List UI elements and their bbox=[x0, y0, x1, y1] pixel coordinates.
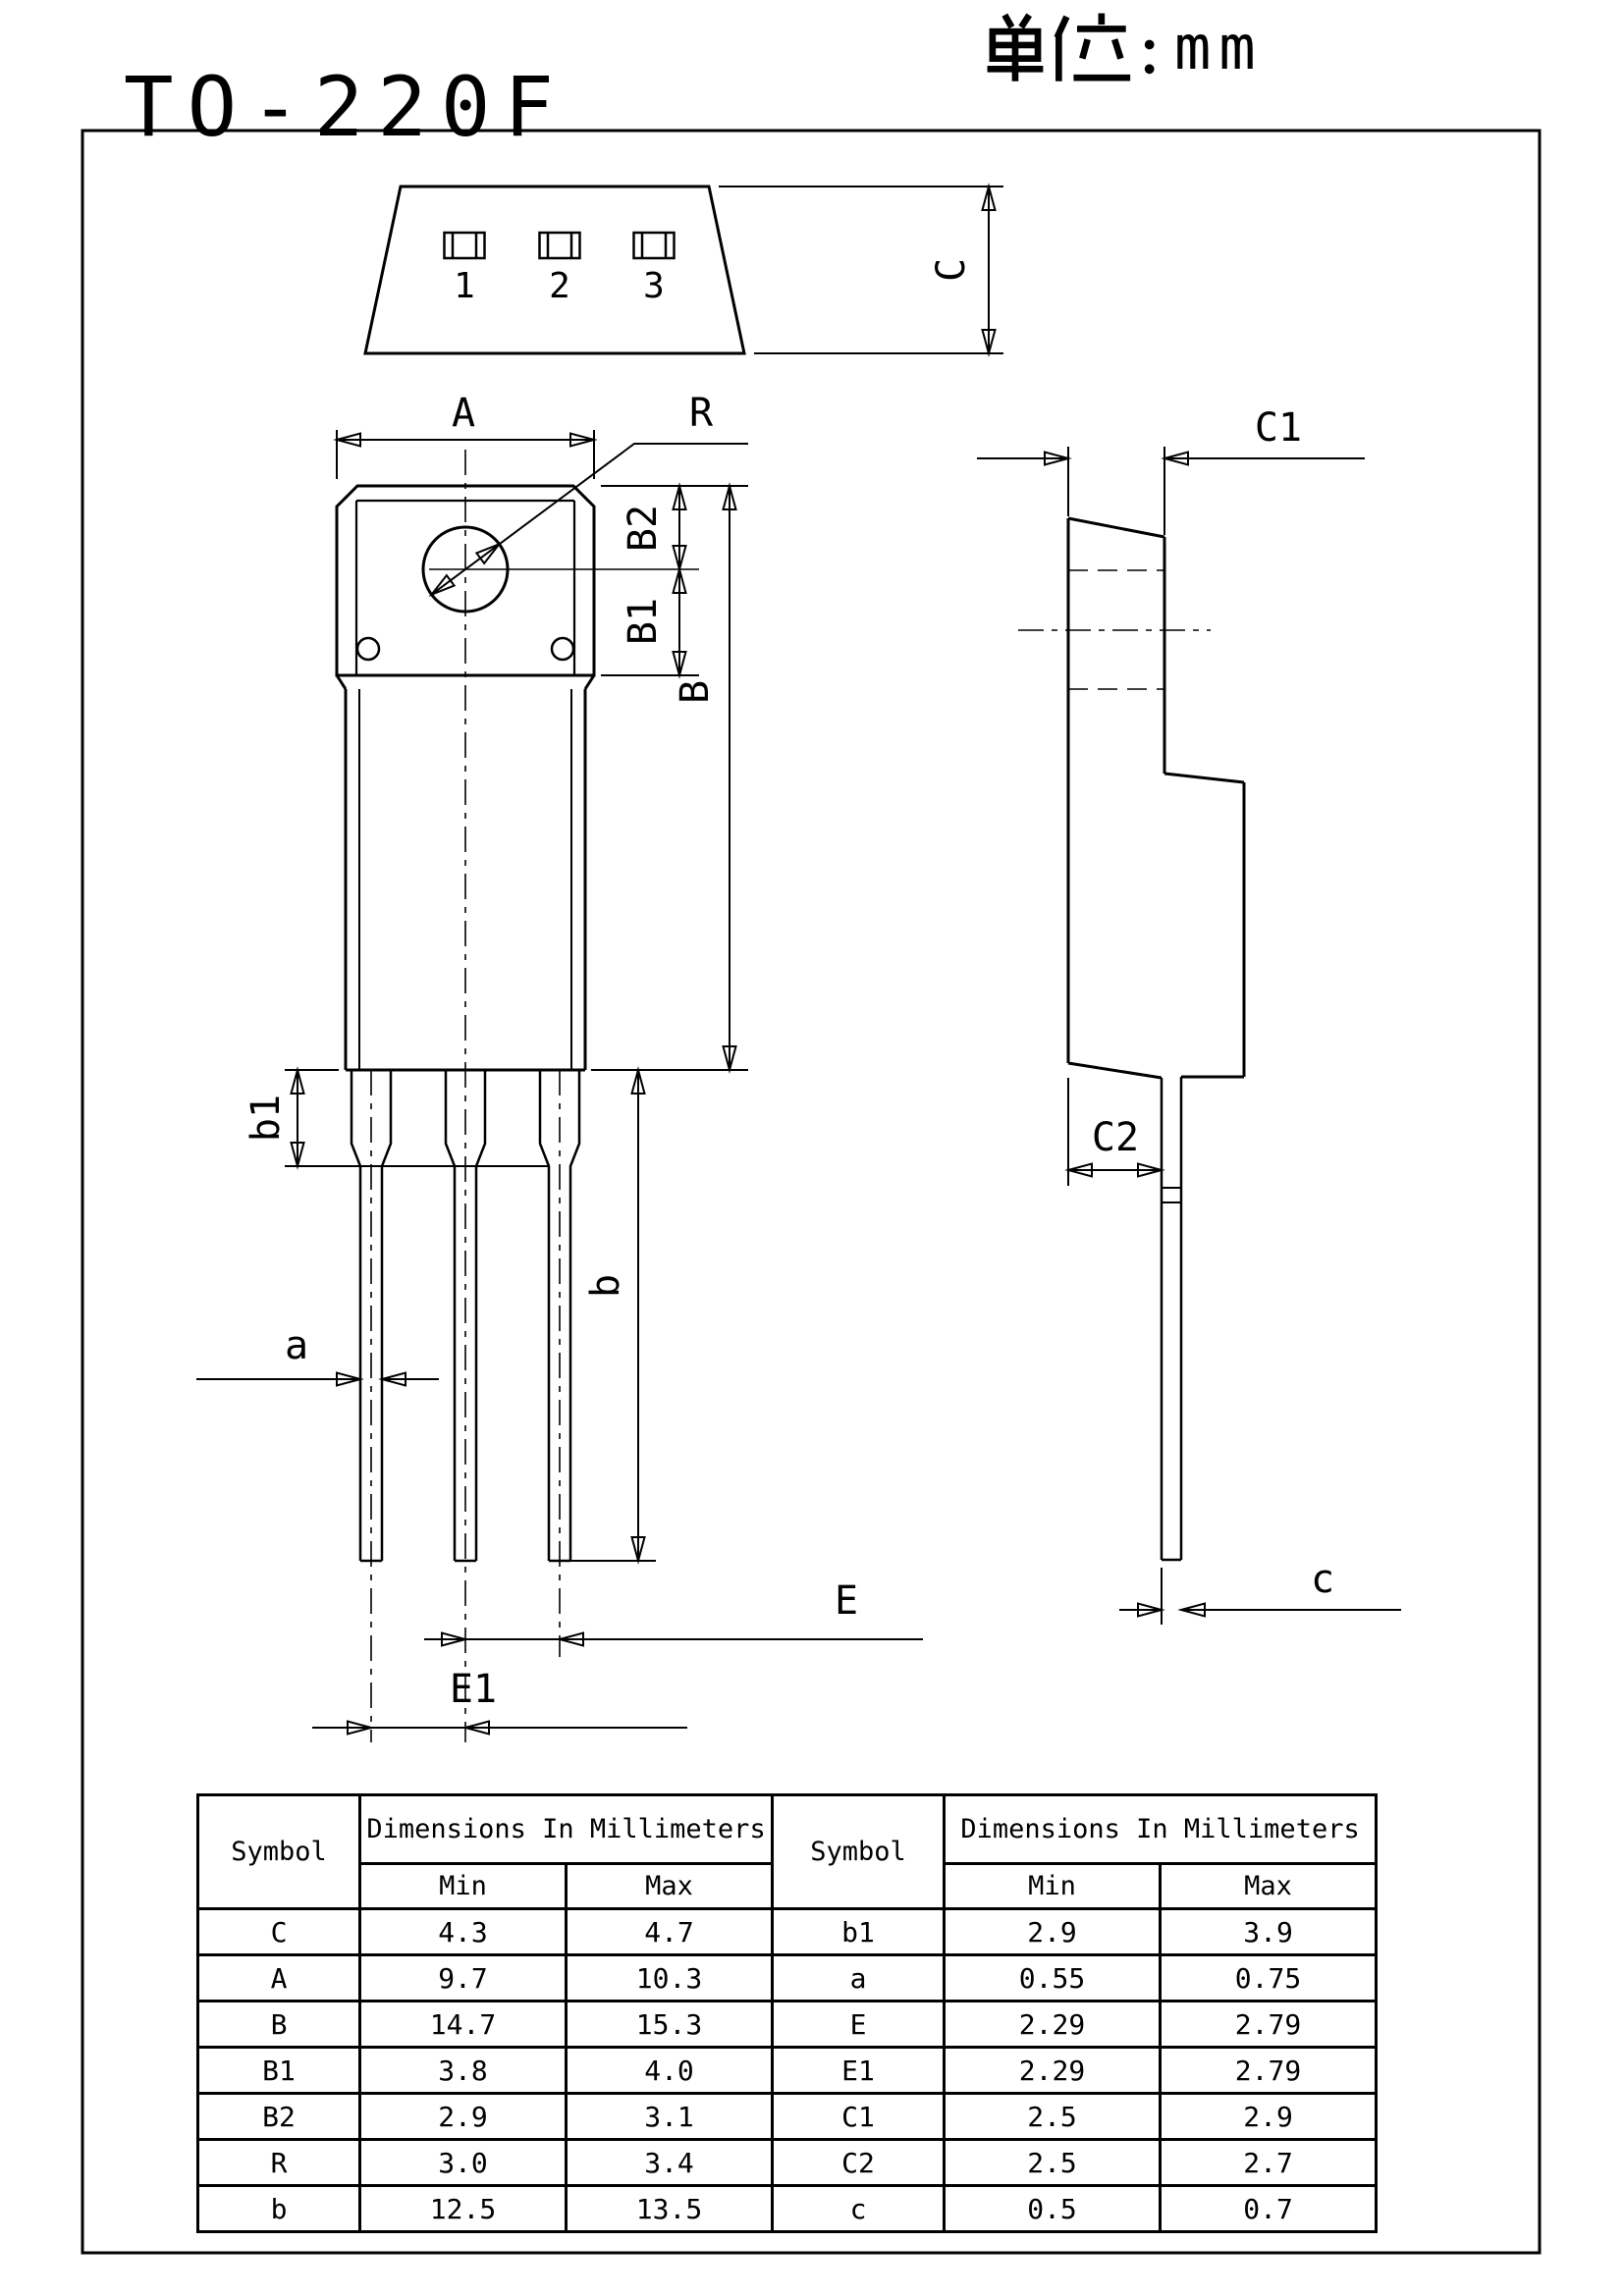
pin-1-label: 1 bbox=[454, 266, 475, 306]
table-row bbox=[198, 1909, 1377, 1955]
max-cell: 15.3 bbox=[567, 2002, 773, 2048]
max-cell: 3.9 bbox=[1161, 1909, 1377, 1955]
dim-label-B1: B1 bbox=[621, 597, 666, 646]
min-cell: 2.29 bbox=[945, 2002, 1161, 2048]
dims-header-left: Dimensions In Millimeters bbox=[360, 1795, 773, 1864]
max-header-left: Max bbox=[567, 1864, 773, 1909]
symbol-cell: c bbox=[773, 2186, 945, 2232]
dim-label-E: E bbox=[834, 1578, 859, 1624]
dim-label-R: R bbox=[688, 391, 714, 436]
dim-C1 bbox=[977, 447, 1365, 535]
dim-label-B: B bbox=[673, 679, 718, 705]
dim-c bbox=[1119, 1568, 1401, 1625]
symbol-cell: B2 bbox=[198, 2094, 360, 2140]
small-hole-left bbox=[357, 638, 379, 660]
dim-label-C1: C1 bbox=[1254, 405, 1303, 451]
min-cell: 2.29 bbox=[945, 2048, 1161, 2094]
unit-value: mm bbox=[1174, 12, 1264, 83]
max-cell: 2.7 bbox=[1161, 2140, 1377, 2186]
symbol-cell: B1 bbox=[198, 2048, 360, 2094]
dim-label-b1: b1 bbox=[243, 1094, 289, 1143]
max-cell: 10.3 bbox=[567, 1955, 773, 2002]
pin-2-pad bbox=[540, 233, 580, 258]
table-row bbox=[198, 1955, 1377, 2002]
symbol-cell: C bbox=[198, 1909, 360, 1955]
side-view bbox=[977, 405, 1401, 1625]
pin-2-label: 2 bbox=[549, 266, 570, 306]
min-cell: 0.5 bbox=[945, 2186, 1161, 2232]
min-cell: 2.9 bbox=[360, 2094, 567, 2140]
max-cell: 4.7 bbox=[567, 1909, 773, 1955]
min-cell: 4.3 bbox=[360, 1909, 567, 1955]
table-row bbox=[198, 2094, 1377, 2140]
max-cell: 0.75 bbox=[1161, 1955, 1377, 2002]
min-header-right: Min bbox=[945, 1864, 1161, 1909]
table-header-row bbox=[198, 1795, 1377, 1864]
max-cell: 2.79 bbox=[1161, 2048, 1377, 2094]
dimensions-table bbox=[196, 1793, 1378, 2233]
min-cell: 3.8 bbox=[360, 2048, 567, 2094]
dim-label-E1: E1 bbox=[449, 1667, 498, 1712]
dims-header-right: Dimensions In Millimeters bbox=[945, 1795, 1377, 1864]
max-header-right: Max bbox=[1161, 1864, 1377, 1909]
symbol-cell: E bbox=[773, 2002, 945, 2048]
table-row bbox=[198, 2140, 1377, 2186]
symbol-cell: C2 bbox=[773, 2140, 945, 2186]
side-profile-outline bbox=[1068, 518, 1244, 1078]
table-row bbox=[198, 2002, 1377, 2048]
dim-label-c: c bbox=[1310, 1557, 1335, 1602]
centerlines bbox=[371, 450, 560, 1742]
top-view bbox=[365, 187, 1003, 353]
side-lead bbox=[1162, 1077, 1181, 1560]
symbol-cell: a bbox=[773, 1955, 945, 2002]
symbol-cell: B bbox=[198, 2002, 360, 2048]
max-cell: 2.79 bbox=[1161, 2002, 1377, 2048]
pin-1-pad bbox=[445, 233, 485, 258]
symbol-cell: A bbox=[198, 1955, 360, 2002]
min-cell: 2.9 bbox=[945, 1909, 1161, 1955]
max-cell: 3.4 bbox=[567, 2140, 773, 2186]
dim-label-B2: B2 bbox=[621, 504, 666, 553]
symbol-header-left: Symbol bbox=[198, 1795, 360, 1909]
dim-label-a: a bbox=[284, 1323, 309, 1368]
dim-a bbox=[196, 1373, 439, 1386]
table-row bbox=[198, 2048, 1377, 2094]
dim-B bbox=[591, 486, 748, 1070]
max-cell: 4.0 bbox=[567, 2048, 773, 2094]
pin-3-label: 3 bbox=[643, 266, 665, 306]
table-row bbox=[198, 2186, 1377, 2232]
dim-E1 bbox=[312, 1722, 687, 1735]
dim-E bbox=[424, 1633, 923, 1646]
min-cell: 3.0 bbox=[360, 2140, 567, 2186]
min-cell: 9.7 bbox=[360, 1955, 567, 2002]
front-view bbox=[196, 391, 923, 1742]
max-cell: 13.5 bbox=[567, 2186, 773, 2232]
symbol-cell: R bbox=[198, 2140, 360, 2186]
dim-label-C2: C2 bbox=[1091, 1115, 1140, 1160]
symbol-cell: C1 bbox=[773, 2094, 945, 2140]
dim-b bbox=[550, 1070, 656, 1561]
small-hole-right bbox=[552, 638, 573, 660]
min-cell: 0.55 bbox=[945, 1955, 1161, 2002]
dim-R bbox=[428, 444, 748, 600]
min-cell: 2.5 bbox=[945, 2094, 1161, 2140]
min-header-left: Min bbox=[360, 1864, 567, 1909]
dim-label-C: C bbox=[929, 257, 974, 283]
dim-b1 bbox=[285, 1070, 550, 1166]
pin-3-pad bbox=[634, 233, 675, 258]
symbol-cell: b bbox=[198, 2186, 360, 2232]
page-title: TO-220F bbox=[124, 59, 568, 156]
symbol-header-right: Symbol bbox=[773, 1795, 945, 1909]
symbol-cell: E1 bbox=[773, 2048, 945, 2094]
max-cell: 2.9 bbox=[1161, 2094, 1377, 2140]
min-cell: 2.5 bbox=[945, 2140, 1161, 2186]
dim-label-A: A bbox=[451, 391, 476, 436]
dim-label-b: b bbox=[583, 1273, 628, 1299]
symbol-cell: b1 bbox=[773, 1909, 945, 1955]
max-cell: 0.7 bbox=[1161, 2186, 1377, 2232]
min-cell: 12.5 bbox=[360, 2186, 567, 2232]
min-cell: 14.7 bbox=[360, 2002, 567, 2048]
max-cell: 3.1 bbox=[567, 2094, 773, 2140]
